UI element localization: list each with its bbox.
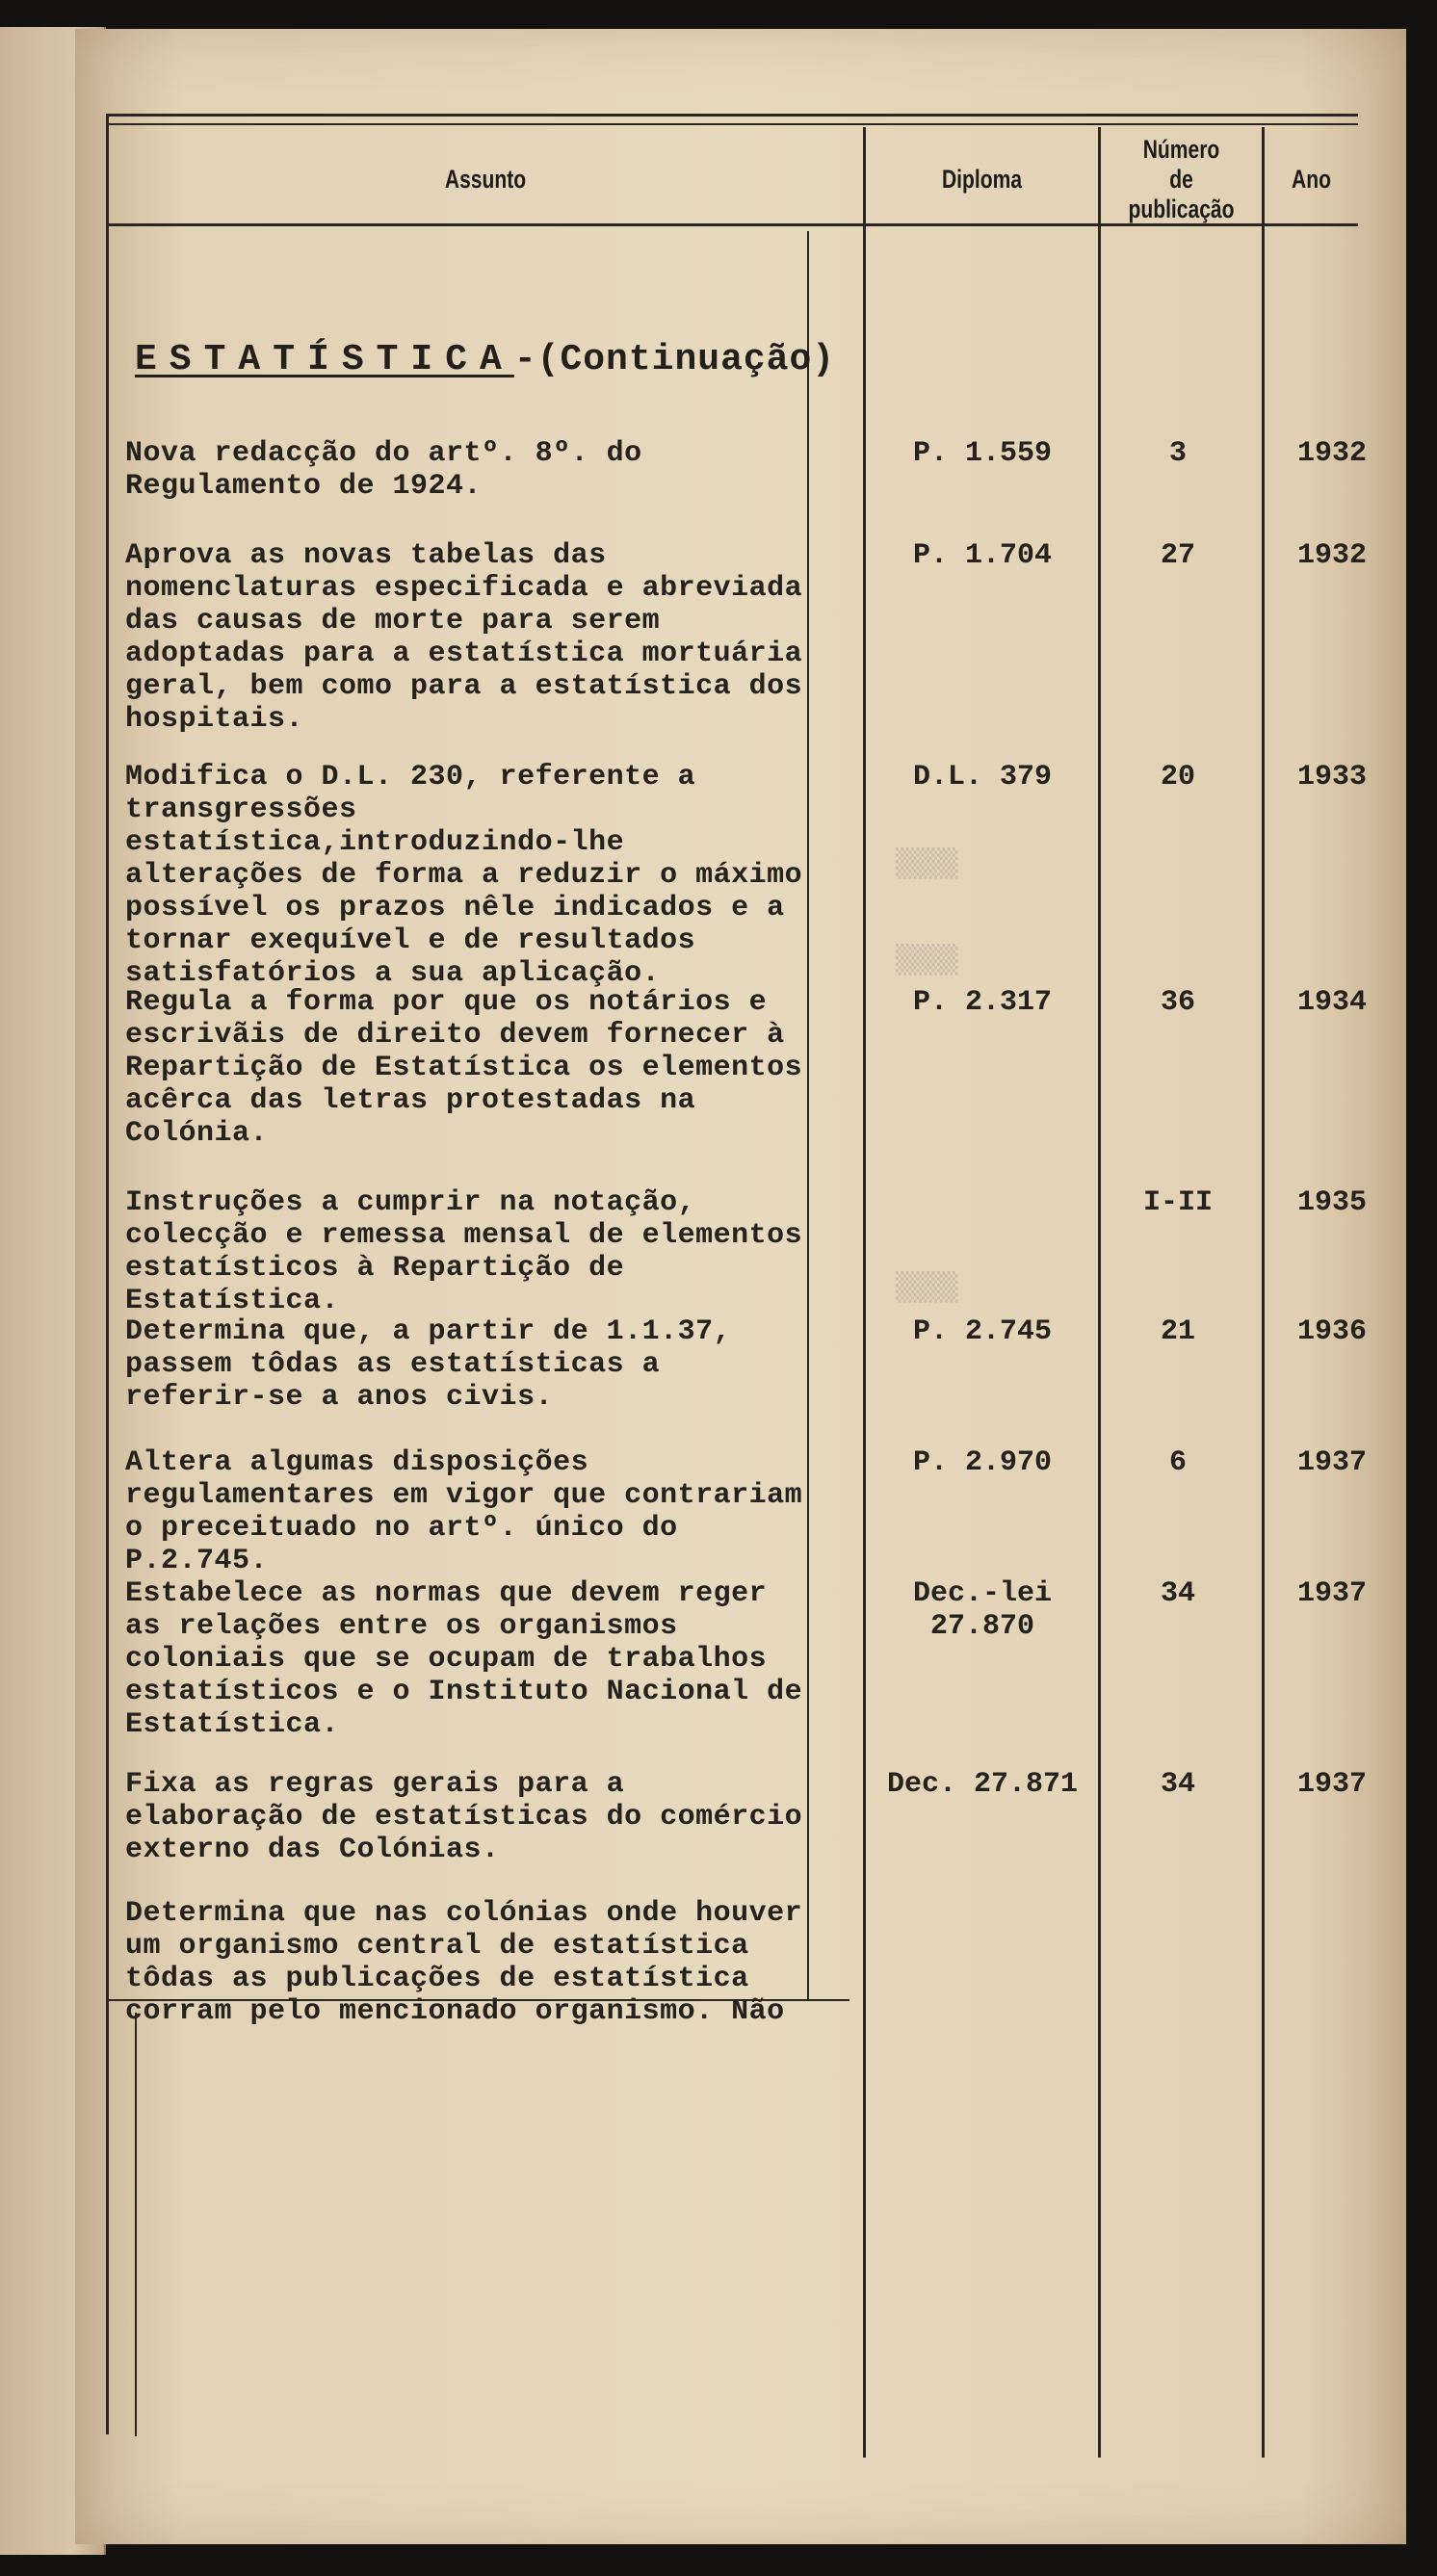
row-ano: 1932 — [1296, 539, 1367, 572]
top-rule — [108, 114, 1358, 117]
row-assunto: Altera algumas disposições regulamentares em vigor que contrariam o preceituado no artº. único do P.2.745. — [125, 1446, 803, 1577]
row-diploma: P. 2.970 — [912, 1446, 1053, 1479]
row-diploma: P. 2.745 — [912, 1315, 1053, 1348]
row-diploma: Dec.-lei 27.870 — [912, 1577, 1053, 1643]
row-ano: 1936 — [1296, 1315, 1367, 1348]
row-assunto: Nova redacção do artº. 8º. do Regulamento de 1924. — [125, 437, 642, 503]
row-diploma: P. 1.559 — [912, 437, 1053, 470]
row-ano: 1937 — [1296, 1446, 1367, 1479]
row-ano: 1937 — [1296, 1768, 1367, 1801]
header-diploma: Diploma — [941, 164, 1023, 194]
row-numero: 6 — [1168, 1446, 1187, 1479]
bleed-through-mark: ▒▒▒ — [896, 944, 958, 976]
bleed-through-mark: ▒▒▒ — [896, 1271, 958, 1303]
row-numero: 36 — [1160, 986, 1195, 1019]
row-diploma: D.L. 379 — [912, 761, 1053, 794]
row-numero: 20 — [1160, 761, 1195, 794]
row-numero: I-II — [1142, 1186, 1213, 1219]
row-diploma: P. 1.704 — [912, 539, 1053, 572]
row-ano: 1933 — [1296, 761, 1367, 794]
header-numero-line2: de publicação — [1128, 164, 1235, 223]
header-numero — [1118, 135, 1243, 223]
col-divider-diploma — [1098, 127, 1101, 2458]
header-ano: Ano — [1292, 164, 1331, 194]
top-rule-2 — [108, 123, 1358, 125]
row-numero: 3 — [1168, 437, 1187, 470]
bleed-through-mark: ▒▒▒ — [896, 847, 958, 879]
lower-margin-line — [135, 2013, 137, 2436]
row-diploma: Dec. 27.871 — [886, 1768, 1079, 1801]
row-assunto: Instruções a cumprir na notação, colecção e remessa mensal de elementos estatísticos à Repartição de Estatística. — [125, 1186, 803, 1317]
section-title-suffix: -(Continuação) — [513, 339, 836, 380]
row-assunto: Determina que nas colónias onde houver um organismo central de estatística tôdas as publicações de estatística corram pelo mencionado organismo. Não — [125, 1897, 803, 2028]
row-ano: 1932 — [1296, 437, 1367, 470]
row-ano: 1934 — [1296, 986, 1367, 1019]
row-ano: 1935 — [1296, 1186, 1367, 1219]
row-numero: 34 — [1160, 1577, 1195, 1610]
row-diploma: P. 2.317 — [912, 986, 1053, 1019]
row-assunto: Estabelece as normas que devem reger as relações entre os organismos coloniais que se ocupam de trabalhos estatísticos e o Instituto Nacional de Estatística. — [125, 1577, 803, 1741]
row-assunto: Determina que, a partir de 1.1.37, passem tôdas as estatísticas a referir-se a anos civis. — [125, 1315, 732, 1414]
row-numero: 21 — [1160, 1315, 1195, 1348]
col-divider-numero — [1262, 127, 1265, 2458]
section-title — [135, 339, 835, 380]
col-divider-assunto — [863, 127, 866, 2458]
row-assunto: Fixa as regras gerais para a elaboração de estatísticas do comércio externo das Colónias. — [125, 1768, 803, 1866]
header-assunto: Assunto — [444, 164, 527, 194]
row-numero: 34 — [1160, 1768, 1195, 1801]
row-ano: 1937 — [1296, 1577, 1367, 1610]
header-numero-line1: Número — [1142, 134, 1220, 164]
row-assunto: Aprova as novas tabelas das nomenclaturas especificada e abreviada das causas de morte para serem adoptadas para a estatística mortuária geral, bem como para a estatística dos hospitais. — [125, 539, 803, 736]
row-assunto: Regula a forma por que os notários e escrivãis de direito devem fornecer à Repartição de Estatística os elementos acêrca das letras protestadas na Colónia. — [125, 986, 803, 1150]
row-assunto: Modifica o D.L. 230, referente a transgressões estatística,introduzindo-lhe alterações de forma a reduzir o máximo possível os prazos nêle indicados e a tornar exequível e de resultados satisfatórios a sua aplicação. — [125, 761, 803, 990]
section-title-main: ESTATÍSTICA — [135, 339, 514, 380]
row-numero: 27 — [1160, 539, 1195, 572]
left-border — [106, 114, 109, 2434]
